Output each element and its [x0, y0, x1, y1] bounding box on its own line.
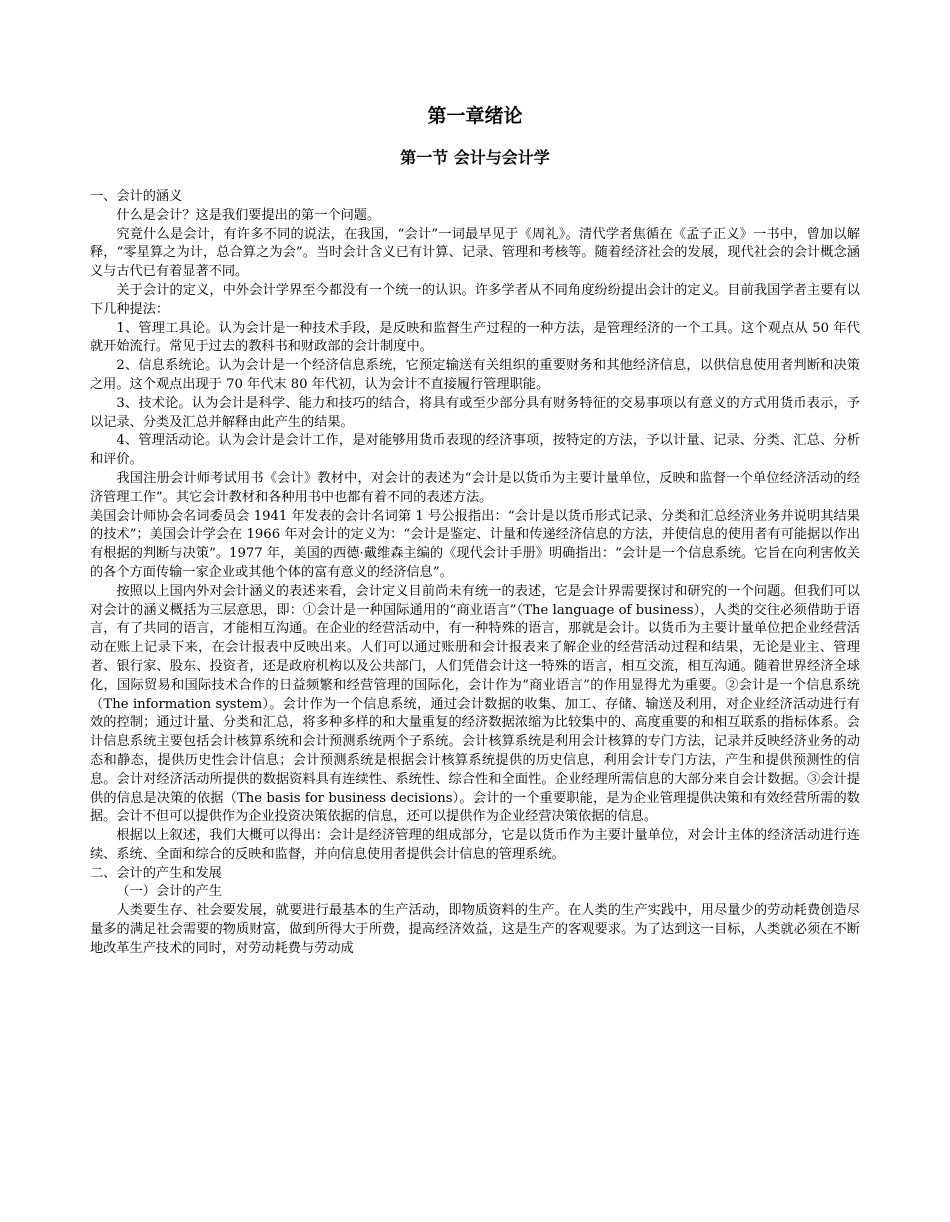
- paragraph: 人类要生存、社会要发展，就要进行最基本的生产活动，即物质资料的生产。在人类的生产实践中，用尽量少的劳动耗费创造尽量多的满足社会需要的物质财富，做到所得大于所费，提高经济效益，这是生产的客观要求。为了达到这一目标，人类就必须在不断地改革生产技术的同时，对劳动耗费与劳动成: [90, 903, 860, 956]
- chapter-title: 第一章绪论: [427, 105, 523, 127]
- paragraph: 什么是会计？这是我们要提出的第一个问题。: [116, 207, 381, 223]
- paragraph: 美国会计师协会名词委员会 1941 年发表的会计名词第 1 号公报指出：“会计是以货币形式记录、分类和汇总经济业务并说明其结果的技术”；美国会计学会在 1966 年对会计的定义为：“会计是鉴定、计量和传递经济信息的方法，并使信息的使用者有可能据以作出有根据的判断与决策”。1977 年，美国的西德·戴维森主编的《现代会计手册》明确指出：“会计是一个信息系统。它旨在向利害攸关的各个方面传输一家企业或其他个体的富有意义的经济信息”。: [90, 508, 860, 580]
- paragraph: 我国注册会计师考试用书《会计》教材中，对会计的表述为“会计是以货币为主要计量单位，反映和监督一个单位经济活动的经济管理工作”。其它会计教材和各种用书中也都有着不同的表述方法。: [90, 470, 860, 505]
- subheading-origin: （一）会计的产生: [116, 884, 222, 900]
- list-item: 4、管理活动论。认为会计是会计工作，是对能够用货币表现的经济事项，按特定的方法，予以计量、记录、分类、汇总、分析和评价。: [90, 433, 860, 468]
- section-title: 第一节 会计与会计学: [400, 148, 550, 167]
- paragraph: 根据以上叙述，我们大概可以得出：会计是经济管理的组成部分，它是以货币作为主要计量单位，对会计主体的经济活动进行连续、系统、全面和综合的反映和监督，并向信息使用者提供会计信息的管理系统。: [90, 828, 860, 862]
- list-item: 1、管理工具论。认为会计是一种技术手段，是反映和监督生产过程的一种方法，是管理经济的一个工具。这个观点从 50 年代就开始流行。常见于过去的教科书和财政部的会计制度中。: [90, 320, 860, 355]
- heading-meaning-of-accounting: 一、会计的涵义: [90, 189, 183, 204]
- paragraph: 关于会计的定义，中外会计学界至今都没有一个统一的认识。许多学者从不同角度纷纷提出会计的定义。目前我国学者主要有以下几种提法：: [90, 282, 860, 317]
- heading-origin-and-development: 二、会计的产生和发展: [90, 865, 222, 881]
- paragraph: 究竟什么是会计，有许多不同的说法，在我国，“会计”一词最早见于《周礼》。清代学者焦循在《孟子正义》一书中，曾加以解释，“零星算之为计，总合算之为会”。当时会计含义已有计算、记录、管理和考核等。随着经济社会的发展，现代社会的会计概念涵义与古代已有着显著不同。: [90, 226, 860, 280]
- list-item: 3、技术论。认为会计是科学、能力和技巧的结合，将具有或至少部分具有财务特征的交易事项以有意义的方式用货币表示，予以记录、分类及汇总并解释由此产生的结果。: [90, 395, 860, 430]
- document-page: [90, 103, 860, 959]
- list-item: 2、信息系统论。认为会计是一个经济信息系统，它预定输送有关组织的重要财务和其他经济信息，以供信息使用者判断和决策之用。这个观点出现于 70 年代末 80 年代初，认为会计不直接履行管理职能。: [90, 358, 860, 392]
- document-body: [90, 188, 860, 959]
- paragraph: 按照以上国内外对会计涵义的表述来看，会计定义目前尚未有统一的表述，它是会计界需要探讨和研究的一个问题。但我们可以对会计的涵义概括为三层意思，即：①会计是一种国际通用的“商业语言”（The language of business），人类的交往必须借助于语言，有了共同的语言，才能相互沟通。在企业的经营活动中，有一种特殊的语言，那就是会计。以货币为主要计量单位把企业经营活动在账上记录下来，在会计报表中反映出来。人们可以通过账册和会计报表来了解企业的经营活动过程和结果，无论是业主、管理者、银行家、股东、投资者，还是政府机构以及公共部门，人们凭借会计这一特殊的语言，相互交流，相互沟通。随着世界经济全球化，国际贸易和国际技术合作的日益频繁和经营管理的国际化，会计作为“商业语言”的作用显得尤为重要。②会计是一个信息系统（The information system）。会计作为一个信息系统，通过会计数据的收集、加工、存储、输送及利用，对企业经济活动进行有效的控制；通过计量、分类和汇总，将多种多样的和大量重复的经济数据浓缩为比较集中的、高度重要的和相互联系的指标体系。会计信息系统主要包括会计核算系统和会计预测系统两个子系统。会计核算系统是利用会计核算的专门方法，记录并反映经济业务的动态和静态，提供历史性会计信息；会计预测系统是根据会计核算系统提供的历史信息，利用会计专门方法，产生和提供预测性的信息。会计对经济活动所提供的数据资料具有连续性、系统性、综合性和全面性。企业经理所需信息的大部分来自会计数据。③会计提供的信息是决策的依据（The basis for business decisions）。会计的一个重要职能，是为企业管理提供决策和有效经营所需的数据。会计不但可以提供作为企业投资决策依据的信息，还可以提供作为企业经营决策依据的信息。: [90, 583, 860, 825]
